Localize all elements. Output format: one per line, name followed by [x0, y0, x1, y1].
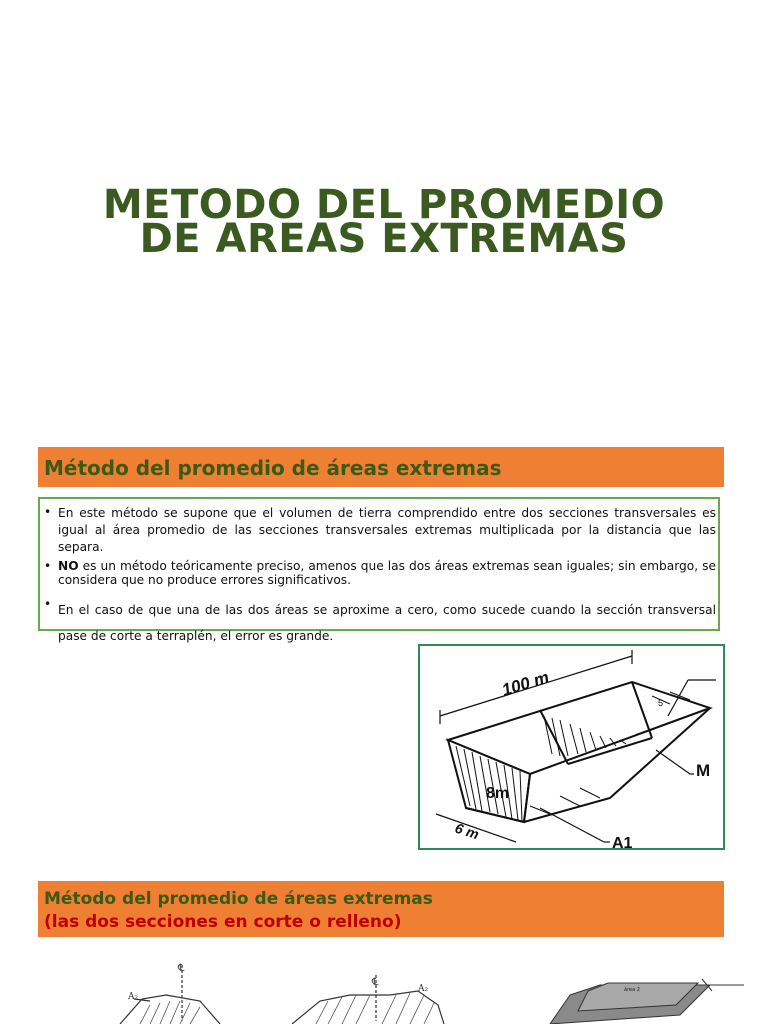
- bullet-dot: •: [44, 597, 52, 611]
- label-a2-right: A₂: [418, 984, 429, 994]
- section-1-heading-band: [38, 447, 724, 487]
- bullet-box: [38, 497, 720, 643]
- bullet-item-2: [44, 559, 716, 587]
- label-a2-left: A₂: [128, 992, 139, 1002]
- page-title: [0, 182, 768, 262]
- bullet-item-1: [44, 505, 716, 556]
- bullet-text-3: En el caso de que una de las dos áreas se aproxime a cero, como sucede cuando la sección transversal pase de corte a terraplén, el error es grande.: [58, 603, 716, 643]
- label-height: 8m: [486, 785, 510, 802]
- bottom-figures: [30, 955, 750, 1024]
- section-1-heading: Método del promedio de áreas extremas: [44, 456, 502, 480]
- label-small: 5: [658, 698, 664, 708]
- label-length: 100 m: [499, 667, 552, 700]
- bullet-text-1: En este método se supone que el volumen de tierra comprendido entre dos secciones transversales es igual al área promedio de las secciones transversales extremas multiplicada por la distancia que las separa.: [58, 506, 716, 554]
- title-line-1: METODO DEL PROMEDIO: [102, 182, 666, 228]
- bullet-dot: •: [44, 559, 52, 573]
- bullet-text-2: es un método teóricamente preciso, amenos que las dos áreas extremas sean iguales; sin embargo, se considera que no produce errores significativos.: [58, 559, 716, 587]
- label-area: A1: [612, 835, 633, 848]
- bullet-dot: •: [44, 505, 52, 519]
- prism-figure: [418, 644, 725, 850]
- section-2-heading: Método del promedio de áreas extremas: [44, 889, 433, 909]
- bullet-bold-no: NO: [58, 559, 79, 573]
- label-width: 6 m: [453, 819, 481, 843]
- title-line-2: DE AREAS EXTREMAS: [139, 216, 629, 262]
- prism-drawing: [420, 646, 723, 848]
- label-mid: M: [696, 761, 711, 780]
- section-2-subheading: (las dos secciones en corte o relleno): [44, 912, 402, 932]
- label-cl-left: ℄: [178, 963, 185, 974]
- bottom-figures-drawing: [30, 955, 750, 1024]
- label-cl-mid: ℄: [372, 977, 379, 988]
- section-2-heading-band: [38, 881, 724, 937]
- bullet-item-3: [44, 597, 716, 649]
- label-area-2: área 2: [624, 987, 640, 993]
